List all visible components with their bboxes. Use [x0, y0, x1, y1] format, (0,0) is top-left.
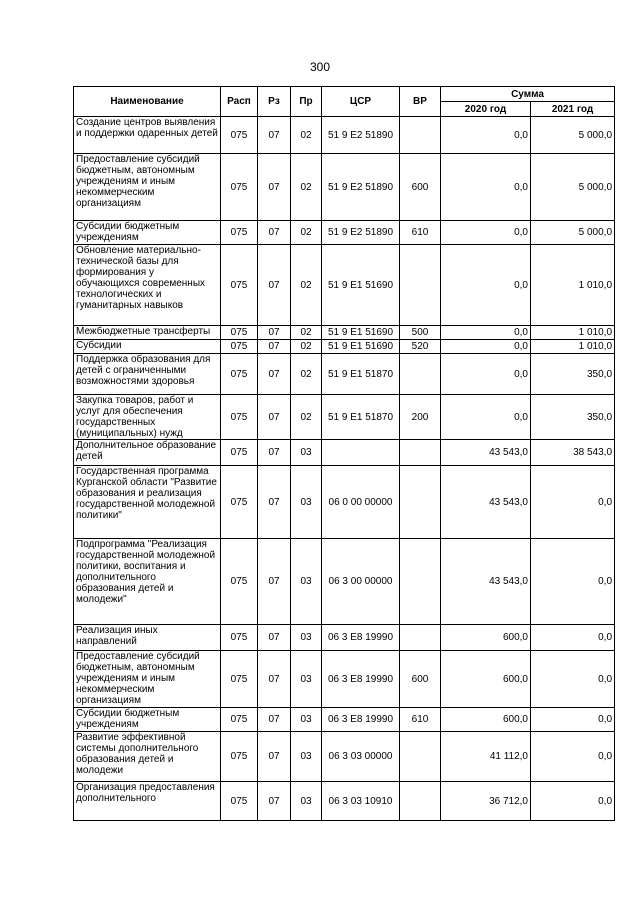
- cell-2021: 0,0: [531, 539, 615, 625]
- cell-csr: 06 3 03 10910: [322, 782, 400, 821]
- cell-rz: 07: [258, 732, 291, 782]
- cell-2020: 43 543,0: [441, 466, 531, 539]
- cell-rasp: 075: [221, 732, 258, 782]
- cell-pr: 02: [291, 395, 322, 440]
- table-body: [74, 117, 615, 821]
- cell-pr: 03: [291, 625, 322, 651]
- cell-vr: [400, 782, 441, 821]
- cell-rz: 07: [258, 466, 291, 539]
- cell-vr: [400, 625, 441, 651]
- cell-vr: [400, 440, 441, 466]
- table-row: [74, 326, 615, 340]
- cell-2021: 38 543,0: [531, 440, 615, 466]
- cell-2020: 0,0: [441, 395, 531, 440]
- cell-rz: 07: [258, 440, 291, 466]
- cell-rz: 07: [258, 245, 291, 326]
- cell-vr: [400, 117, 441, 154]
- cell-2021: 5 000,0: [531, 154, 615, 221]
- cell-csr: 06 3 03 00000: [322, 732, 400, 782]
- header-rasp: Расп: [221, 87, 258, 117]
- table-row: [74, 651, 615, 708]
- cell-csr: 51 9 E1 51690: [322, 326, 400, 340]
- cell-vr: [400, 539, 441, 625]
- cell-2020: 0,0: [441, 154, 531, 221]
- cell-name: Дополнительное образование детей: [74, 440, 221, 466]
- cell-2020: 0,0: [441, 245, 531, 326]
- cell-csr: 06 0 00 00000: [322, 466, 400, 539]
- cell-rz: 07: [258, 539, 291, 625]
- cell-pr: 03: [291, 651, 322, 708]
- table-row: [74, 782, 615, 821]
- cell-2021: 350,0: [531, 395, 615, 440]
- cell-2020: 0,0: [441, 117, 531, 154]
- header-vr: ВР: [400, 87, 441, 117]
- cell-name: Государственная программа Курганской области "Развитие образования и реализация государственной молодежной политики": [74, 466, 221, 539]
- cell-2020: 0,0: [441, 221, 531, 245]
- cell-2021: 350,0: [531, 354, 615, 395]
- cell-pr: 03: [291, 440, 322, 466]
- table-row: [74, 466, 615, 539]
- cell-csr: 06 3 E8 19990: [322, 651, 400, 708]
- cell-vr: [400, 354, 441, 395]
- cell-rasp: 075: [221, 354, 258, 395]
- cell-rz: 07: [258, 782, 291, 821]
- table-row: [74, 154, 615, 221]
- cell-csr: 51 9 E1 51690: [322, 245, 400, 326]
- cell-pr: 02: [291, 221, 322, 245]
- table-row: [74, 221, 615, 245]
- cell-2021: 5 000,0: [531, 117, 615, 154]
- cell-rasp: 075: [221, 539, 258, 625]
- cell-2020: 600,0: [441, 651, 531, 708]
- header-2021: 2021 год: [531, 102, 615, 117]
- cell-vr: 600: [400, 154, 441, 221]
- cell-rasp: 075: [221, 466, 258, 539]
- cell-csr: [322, 440, 400, 466]
- cell-2020: 600,0: [441, 708, 531, 732]
- cell-csr: 51 9 E2 51890: [322, 117, 400, 154]
- cell-rz: 07: [258, 340, 291, 354]
- header-rz: Рз: [258, 87, 291, 117]
- cell-2021: 0,0: [531, 466, 615, 539]
- cell-rz: 07: [258, 326, 291, 340]
- cell-2021: 0,0: [531, 708, 615, 732]
- cell-vr: 200: [400, 395, 441, 440]
- cell-vr: 600: [400, 651, 441, 708]
- header-pr: Пр: [291, 87, 322, 117]
- cell-rz: 07: [258, 154, 291, 221]
- cell-vr: [400, 466, 441, 539]
- cell-name: Развитие эффективной системы дополнительного образования детей и молодежи: [74, 732, 221, 782]
- cell-name: Поддержка образования для детей с ограниченными возможностями здоровья: [74, 354, 221, 395]
- table-row: [74, 539, 615, 625]
- cell-2020: 0,0: [441, 326, 531, 340]
- cell-pr: 03: [291, 732, 322, 782]
- table-row: [74, 625, 615, 651]
- cell-name: Организация предоставления дополнительного: [74, 782, 221, 821]
- cell-2020: 0,0: [441, 340, 531, 354]
- cell-vr: 610: [400, 708, 441, 732]
- cell-rasp: 075: [221, 625, 258, 651]
- table-row: [74, 354, 615, 395]
- cell-name: Предоставление субсидий бюджетным, автономным учреждениям и иным некоммерческим организациям: [74, 154, 221, 221]
- cell-2021: 0,0: [531, 651, 615, 708]
- cell-name: Субсидии бюджетным учреждениям: [74, 708, 221, 732]
- cell-rz: 07: [258, 708, 291, 732]
- cell-vr: 520: [400, 340, 441, 354]
- cell-rasp: 075: [221, 221, 258, 245]
- cell-rasp: 075: [221, 326, 258, 340]
- cell-2021: 1 010,0: [531, 245, 615, 326]
- cell-csr: 51 9 E1 51870: [322, 395, 400, 440]
- cell-vr: 610: [400, 221, 441, 245]
- cell-rasp: 075: [221, 651, 258, 708]
- cell-pr: 03: [291, 466, 322, 539]
- cell-name: Создание центров выявления и поддержки одаренных детей: [74, 117, 221, 154]
- cell-name: Обновление материально-технической базы для формирования у обучающихся современных технологических и гуманитарных навыков: [74, 245, 221, 326]
- cell-rasp: 075: [221, 395, 258, 440]
- table-row: [74, 708, 615, 732]
- cell-name: Межбюджетные трансферты: [74, 326, 221, 340]
- cell-name: Предоставление субсидий бюджетным, автономным учреждениям и иным некоммерческим организациям: [74, 651, 221, 708]
- table-row: [74, 117, 615, 154]
- cell-2020: 0,0: [441, 354, 531, 395]
- cell-csr: 06 3 00 00000: [322, 539, 400, 625]
- cell-csr: 51 9 E1 51870: [322, 354, 400, 395]
- cell-pr: 02: [291, 326, 322, 340]
- cell-2021: 1 010,0: [531, 326, 615, 340]
- header-sum: Сумма: [441, 87, 615, 102]
- cell-rz: 07: [258, 625, 291, 651]
- cell-2020: 36 712,0: [441, 782, 531, 821]
- cell-vr: 500: [400, 326, 441, 340]
- cell-2021: 1 010,0: [531, 340, 615, 354]
- cell-pr: 03: [291, 708, 322, 732]
- cell-2020: 600,0: [441, 625, 531, 651]
- cell-2021: 0,0: [531, 732, 615, 782]
- cell-pr: 02: [291, 117, 322, 154]
- header-2020: 2020 год: [441, 102, 531, 117]
- table-row: [74, 440, 615, 466]
- table-row: [74, 245, 615, 326]
- table-row: [74, 395, 615, 440]
- table-row: [74, 732, 615, 782]
- cell-pr: 02: [291, 340, 322, 354]
- cell-rasp: 075: [221, 154, 258, 221]
- cell-2021: 0,0: [531, 625, 615, 651]
- cell-pr: 02: [291, 354, 322, 395]
- cell-name: Субсидии бюджетным учреждениям: [74, 221, 221, 245]
- page-number: 300: [309, 60, 331, 74]
- cell-vr: [400, 245, 441, 326]
- cell-rz: 07: [258, 117, 291, 154]
- header-name: Наименование: [74, 87, 221, 117]
- cell-csr: 51 9 E2 51890: [322, 221, 400, 245]
- cell-name: Субсидии: [74, 340, 221, 354]
- cell-name: Подпрограмма "Реализация государственной молодежной политики, воспитания и дополнительного образования детей и молодежи": [74, 539, 221, 625]
- cell-rasp: 075: [221, 340, 258, 354]
- cell-rasp: 075: [221, 117, 258, 154]
- cell-csr: 06 3 E8 19990: [322, 625, 400, 651]
- cell-pr: 03: [291, 782, 322, 821]
- cell-rz: 07: [258, 221, 291, 245]
- cell-vr: [400, 732, 441, 782]
- cell-csr: 51 9 E2 51890: [322, 154, 400, 221]
- cell-rz: 07: [258, 354, 291, 395]
- cell-pr: 02: [291, 245, 322, 326]
- cell-pr: 02: [291, 154, 322, 221]
- header-csr: ЦСР: [322, 87, 400, 117]
- cell-rasp: 075: [221, 782, 258, 821]
- cell-csr: 51 9 E1 51690: [322, 340, 400, 354]
- cell-2021: 0,0: [531, 782, 615, 821]
- cell-2021: 5 000,0: [531, 221, 615, 245]
- table-row: [74, 340, 615, 354]
- budget-table: [73, 86, 615, 821]
- cell-2020: 43 543,0: [441, 440, 531, 466]
- cell-name: Реализация иных направлений: [74, 625, 221, 651]
- table-header: [74, 87, 615, 117]
- cell-rz: 07: [258, 651, 291, 708]
- cell-rz: 07: [258, 395, 291, 440]
- cell-rasp: 075: [221, 708, 258, 732]
- cell-2020: 43 543,0: [441, 539, 531, 625]
- cell-csr: 06 3 E8 19990: [322, 708, 400, 732]
- cell-pr: 03: [291, 539, 322, 625]
- cell-2020: 41 112,0: [441, 732, 531, 782]
- cell-rasp: 075: [221, 245, 258, 326]
- cell-name: Закупка товаров, работ и услуг для обеспечения государственных (муниципальных) нужд: [74, 395, 221, 440]
- cell-rasp: 075: [221, 440, 258, 466]
